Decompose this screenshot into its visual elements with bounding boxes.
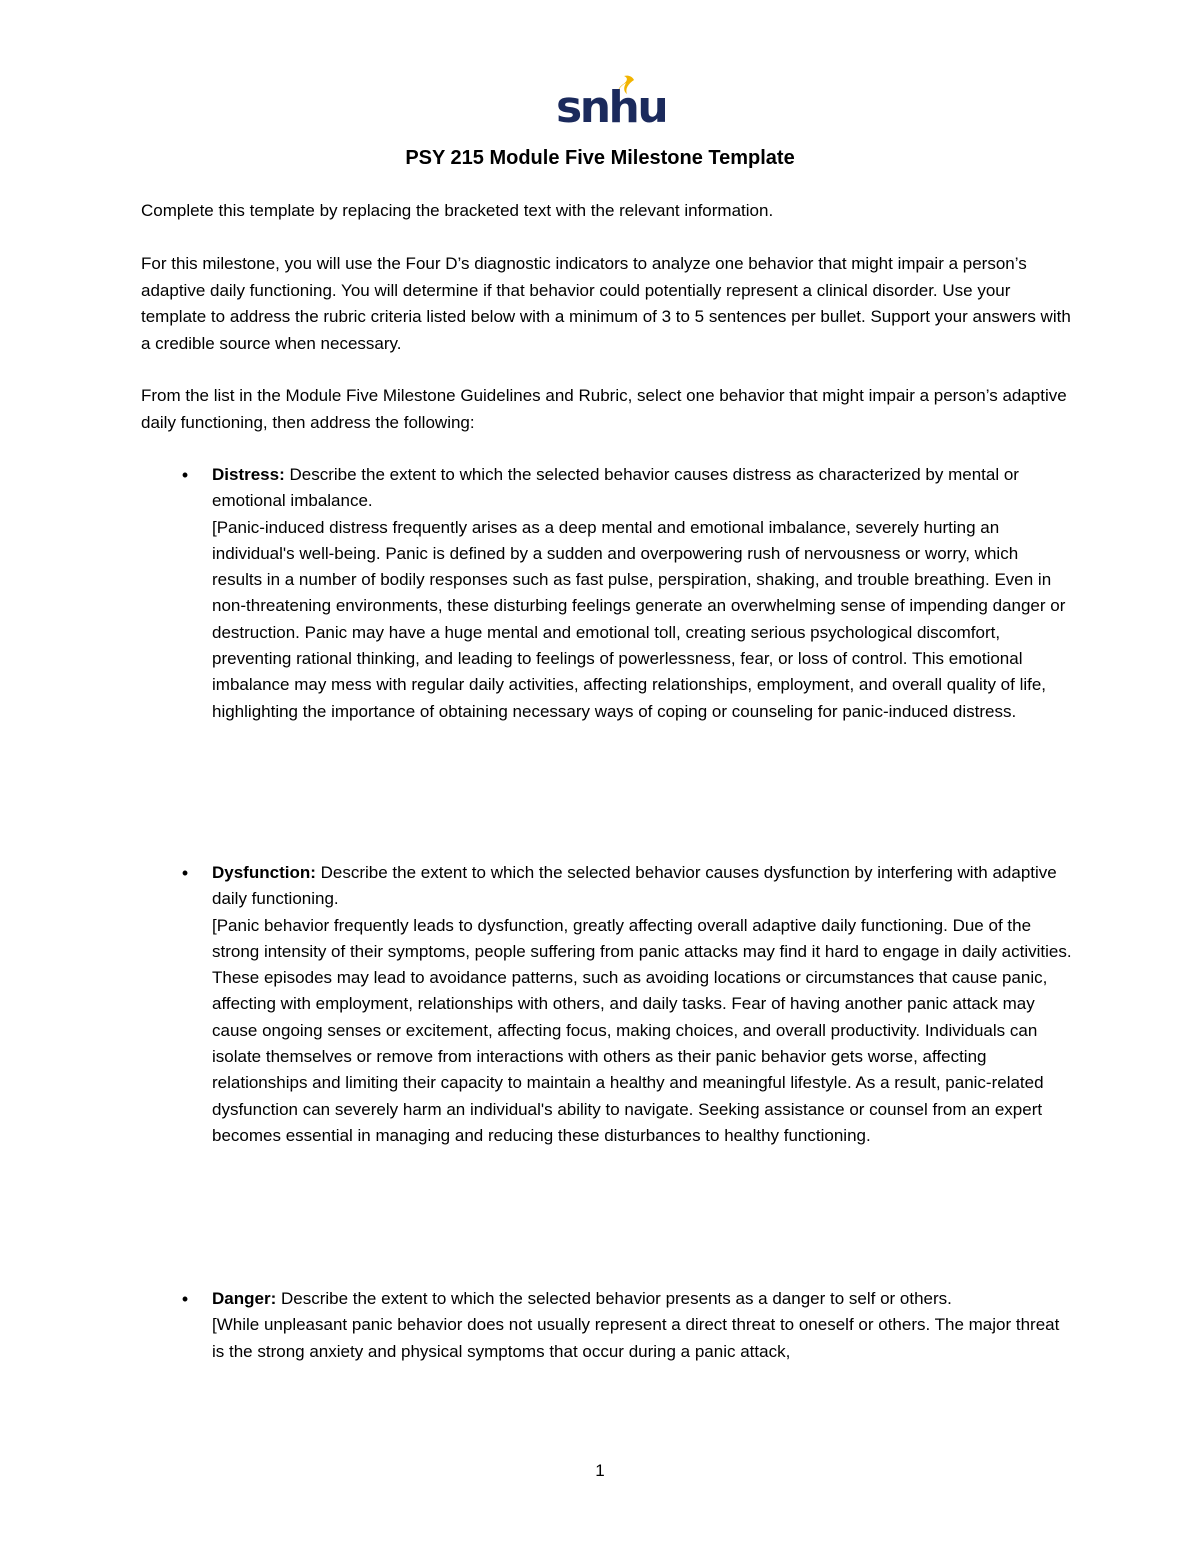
bullet-marker: • [181,465,189,485]
bullet-body [212,462,1072,725]
instruction-paragraph-2: For this milestone, you will use the Four D’s diagnostic indicators to analyze one behavior that might impair a person’s adaptive daily functioning. You will determine if that behavior could potentially represent a clinical disorder. Use your template to address the rubric criteria listed below with a minimum of 3 to 5 sentences per bullet. Support your answers with a credible source when necessary. [141,254,1071,353]
bullet-answer: [Panic-induced distress frequently arises as a deep mental and emotional imbalance, severely hurting an individual's well-being. Panic is defined by a sudden and overpowering rush of nervousness or worry, which results in a number of bodily responses such as fast pulse, perspiration, shaking, and trouble breathing. Even in non-threatening environments, these disturbing feelings generate an overwhelming sense of impending danger or destruction. Panic may have a huge mental and emotional toll, creating serious psychological discomfort, preventing rational thinking, and leading to feelings of powerlessness, fear, or loss of control. This emotional imbalance may mess with regular daily activities, affecting relationships, employment, and overall quality of life, highlighting the importance of obtaining necessary ways of coping or counseling for panic-induced distress. [212,517,1066,721]
bullet-body [212,860,1072,1149]
bullet-marker: • [181,863,189,883]
bullet-answer: [While unpleasant panic behavior does not usually represent a direct threat to oneself or others. The major threat is the strong anxiety and physical symptoms that occur during a panic attack, [212,1315,1060,1361]
instruction-paragraph-3: From the list in the Module Five Milestone Guidelines and Rubric, select one behavior that might impair a person’s adaptive daily functioning, then address the following: [141,386,1067,432]
bullet-answer: [Panic behavior frequently leads to dysfunction, greatly affecting overall adaptive daily functioning. Due of the strong intensity of their symptoms, people suffering from panic attacks may find it hard to engage in daily activities. These episodes may lead to avoidance patterns, such as avoiding locations or circumstances that cause panic, affecting with employment, relationships with others, and daily tasks. Fear of having another panic attack may cause ongoing senses or excitement, affecting focus, making choices, and overall productivity. Individuals can isolate themselves or remove from interactions with others as their panic behavior gets worse, affecting relationships and limiting their capacity to maintain a healthy and meaningful lifestyle. As a result, panic-related dysfunction can severely harm an individual's ability to navigate. Seeking assistance or counsel from an expert becomes essential in managing and reducing these disturbances to healthy functioning. [212,915,1072,1145]
bullet-term: Distress: [212,465,285,484]
page-number: 1 [595,1461,605,1480]
bullet-marker: • [181,1289,189,1309]
bullet-prompt: Describe the extent to which the selected behavior presents as a danger to self or others. [276,1289,952,1308]
bullet-prompt: Describe the extent to which the selected behavior causes distress as characterized by mental or emotional imbalance. [212,465,1019,511]
bullet-term: Danger: [212,1289,277,1308]
bullet-body [212,1286,1072,1365]
snhu-logo [556,74,667,133]
bullet-prompt: Describe the extent to which the selected behavior causes dysfunction by interfering with adaptive daily functioning. [212,863,1057,909]
document-title: PSY 215 Module Five Milestone Template [405,147,795,169]
logo-wordmark: snhu [556,82,667,133]
bullet-term: Dysfunction: [212,863,316,882]
instruction-paragraph-1: Complete this template by replacing the bracketed text with the relevant information. [141,201,774,220]
